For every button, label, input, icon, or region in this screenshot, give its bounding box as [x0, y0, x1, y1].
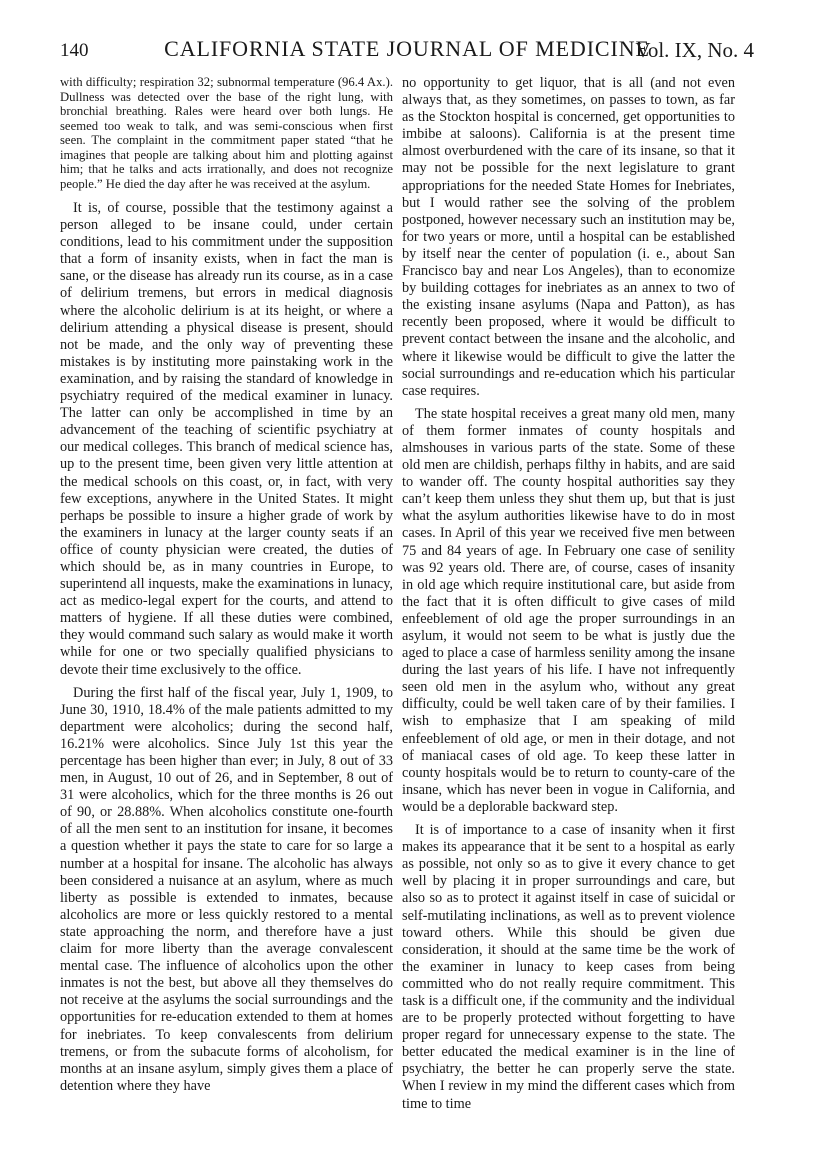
paragraph: It is, of course, possible that the testimony against a person alleged to be insane could, under certain conditions, lead to his commitment under the supposition that a form of insanity exists, when in fact the man is sane, or the disease has already run its course, as in a case of delirium tremens, but errors in medical diagnosis where the alcoholic delirium is at its height, or where a delirium attending a physical disease is present, should not be made, and the only way of preventing these mistakes is by instituting more painstaking work in the examination, and by raising the standard of knowledge in psychiatry required of the medical examiner in lunacy. The latter can only be accomplished in time by an advancement of the teaching of scientific psychiatry at our medical colleges. This branch of medical science has, up to the present time, been given very little attention at the medical schools on this coast, or, in fact, with very few exceptions, anywhere in the United States. It might perhaps be possible to insure a higher grade of work by the examiners in lunacy at the larger county seats if an office of county physician were created, the duties of which should be, as in many countries in Europe, to superintend all inquests, make the examinations in lunacy, act as medico-legal expert for the courts, and attend to matters of hygiene. If all these duties were combined, they would command such salary as would make it worth while for one or two specially qualified physicians to devote their time exclusively to the office.	[60, 200, 393, 678]
paragraph: no opportunity to get liquor, that is all (and not even always that, as they sometimes, on passes to town, as far as the Stockton hospital is concerned, get opportunities to imbibe at saloons). California is at the present time almost overburdened with the care of its insane, so that it may not be possible for the next legislature to grant appropriations for the needed State Homes for Inebriates, but I would rather see the solving of the problem postponed, however necessary such an institution may be, for two years or more, until a hospital can be established by itself near the center of population (i. e., about San Francisco bay and near Los Angeles), than to economize by building cottages for inebriates as an annex to two of the existing insane asylums (Napa and Patton), as has recently been proposed, where it would be difficult to prevent contact between the insane and the alcoholic, and where it likewise would be difficult to give the latter the social surroundings and re-education which his particular case requires.	[402, 75, 735, 399]
right-column	[402, 75, 735, 1113]
running-header	[60, 36, 754, 68]
journal-title: CALIFORNIA STATE JOURNAL OF MEDICINE	[164, 36, 650, 61]
paragraph: It is of importance to a case of insanity when it first makes its appearance that it be sent to a hospital as early as possible, not only so as to give it every chance to get well by placing it in proper surroundings and care, but also so as to protect it against itself in case of suicidal or self-mutilating inclinations, as well as to prevent violence toward others. While this should be given due consideration, it should at the same time be the work of the examiner in lunacy to keep cases from being committed who do not really require commitment. This task is a difficult one, if the community and the individual are to be properly protected without forgetting to have proper regard for unnecessary expense to the state. The better educated the medical examiner is in the line of psychiatry, the better he can properly serve the state. When I review in my mind the different cases which from time to time	[402, 822, 735, 1112]
left-column	[60, 75, 393, 1095]
paragraph: During the first half of the fiscal year, July 1, 1909, to June 30, 1910, 18.4% of the male patients admitted to my department were alcoholics; during the second half, 16.21% were alcoholics. Since July 1st this year the percentage has been higher than ever; in July, 8 out of 33 men, in August, 10 out of 26, and in September, 8 out of 31 were alcoholics, which for the three months is 26 out of 90, or 28.88%. When alcoholics constitute one-fourth of all the men sent to an institution for insane, it becomes a question whether it pays the state to care for so large a number at a hospital for insane. The alcoholic has always been considered a nuisance at an asylum, where as much liberty as possible is extended to inmates, because alcoholics are more or less quickly restored to a mental state approaching the norm, and therefore have a just claim for more liberty than the average convalescent mental case. The influence of alcoholics upon the other inmates is not the best, but above all they themselves do not receive at the asylums the social surroundings and the opportunities for re-education extended to them at homes for inebriates. To keep convalescents from delirium tremens, or from the subacute forms of alcoholism, for months at an insane asylum, simply gives them a place of detention where they have	[60, 684, 393, 1094]
paragraph: with difficulty; respiration 32; subnormal temperature (96.4 Ax.). Dullness was detected over the base of the right lung, with bronchial breathing. Rales were heard over both lungs. He seemed too weak to talk, and was semi-conscious when first seen. The complaint in the commitment paper stated “that he imagines that people are talking about him and plotting against him; that he talks and acts irrationally, and does not recognize people.” He died the day after he was received at the asylum.	[60, 75, 393, 191]
volume-issue: Vol. IX, No. 4	[635, 38, 754, 62]
paragraph: The state hospital receives a great many old men, many of them former inmates of county hospitals and almshouses in various parts of the state. Some of these old men are childish, perhaps filthy in habits, and are said to wander off. The county hospital authorities say they can’t keep them unless they shut them up, but that is just what the asylum authorities likewise have to do in most cases. In April of this year we received five men between 75 and 84 years of age. In February one case of senility was 92 years old. There are, of course, cases of insanity in old age which require institutional care, but aside from the fact that it is often difficult to give cases of mild enfeeblement of old age the proper surroundings in an asylum, it would not seem to be what is justly due the aged to place a case of harmless senility among the insane during the last years of his life. I have not infrequently seen old men in the asylum who, without any great difficulty, could be well taken care of by their families. I wish to emphasize that I am speaking of mild enfeeblement of old age, or men in their dotage, and not of maniacal cases of old age. To keep these latter in county hospitals would be to return to county-care of the insane, which has never been in vogue in California, and would be a deplorable backward step.	[402, 405, 735, 815]
page-number: 140	[60, 40, 89, 61]
